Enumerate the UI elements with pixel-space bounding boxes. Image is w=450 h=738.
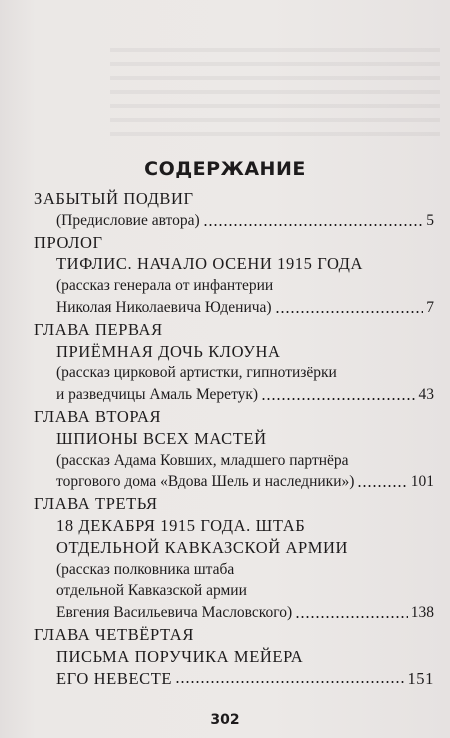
toc-entry-subtitle: ТИФЛИС. НАЧАЛО ОСЕНИ 1915 ГОДА [56, 254, 364, 274]
toc-entry-title: ЗАБЫТЫЙ ПОДВИГ [34, 189, 194, 208]
toc-entry-title: ПРОЛОГ [34, 232, 103, 252]
toc-entry-subtitle: ПРИЁМНАЯ ДОЧЬ КЛОУНА [56, 341, 281, 361]
dot-leader [275, 311, 424, 313]
toc-entry-line-with-page [34, 471, 434, 493]
toc-entry-note: (рассказ цирковой артистки, гипнотизёрки [56, 364, 337, 382]
toc-entry-title: ГЛАВА ПЕРВАЯ [34, 319, 163, 339]
toc-page-number: 5 [426, 211, 434, 229]
toc-page-number: 43 [418, 386, 434, 404]
toc-entry-note: (Предисловие автора) [56, 211, 200, 229]
dot-leader [261, 398, 415, 400]
toc-entry-subtitle: ПИСЬМА ПОРУЧИКА МЕЙЕРА [56, 646, 304, 666]
toc-entry-line-with-page [34, 602, 434, 624]
toc-heading: СОДЕРЖАНИЕ [144, 158, 306, 180]
toc-page-number: 101 [410, 473, 434, 491]
toc-entry-subtitle: ОТДЕЛЬНОЙ КАВКАЗСКОЙ АРМИИ [56, 537, 349, 557]
dot-leader [295, 616, 408, 618]
toc-entry-note: (рассказ полковника штаба [56, 560, 235, 578]
bleed-through-text [110, 38, 440, 138]
toc-entry-line-with-page [34, 297, 434, 319]
toc-entry-title: ГЛАВА ЧЕТВЁРТАЯ [34, 624, 194, 644]
page-number: 302 [210, 712, 240, 728]
toc-entry-title: ГЛАВА ТРЕТЬЯ [34, 494, 158, 514]
dot-leader [175, 681, 404, 683]
toc-entry-line-with-page [34, 384, 434, 406]
toc-entry-line-with-page [34, 668, 434, 690]
dot-leader [357, 485, 407, 487]
dot-leader [203, 224, 424, 226]
toc-page-number: 151 [407, 668, 434, 688]
toc-page-number: 138 [410, 604, 434, 622]
toc-entry-line-with-page [34, 210, 434, 232]
toc-entry-note: и разведчицы Амаль Меретук) [56, 386, 259, 404]
toc-entry-note: Николая Николаевича Юденича) [56, 298, 272, 316]
toc-entry-title: ГЛАВА ВТОРАЯ [34, 406, 162, 426]
toc-entry-subtitle: ШПИОНЫ ВСЕХ МАСТЕЙ [56, 428, 267, 448]
toc-entry-note: отдельной Кавказской армии [56, 582, 247, 600]
toc-entry-note: (рассказ генерала от инфантерии [56, 277, 274, 295]
toc-entry-subtitle: ЕГО НЕВЕСТЕ [56, 668, 173, 688]
table-of-contents [34, 188, 434, 689]
toc-page-number: 7 [426, 298, 434, 316]
toc-entry-note: (рассказ Адама Ковших, младшего партнёра [56, 451, 349, 469]
toc-entry-subtitle: 18 ДЕКАБРЯ 1915 ГОДА. ШТАБ [56, 515, 306, 535]
toc-entry-note: Евгения Васильевича Масловского) [56, 604, 293, 622]
toc-entry-note: торгового дома «Вдова Шель и наследники») [56, 473, 355, 491]
